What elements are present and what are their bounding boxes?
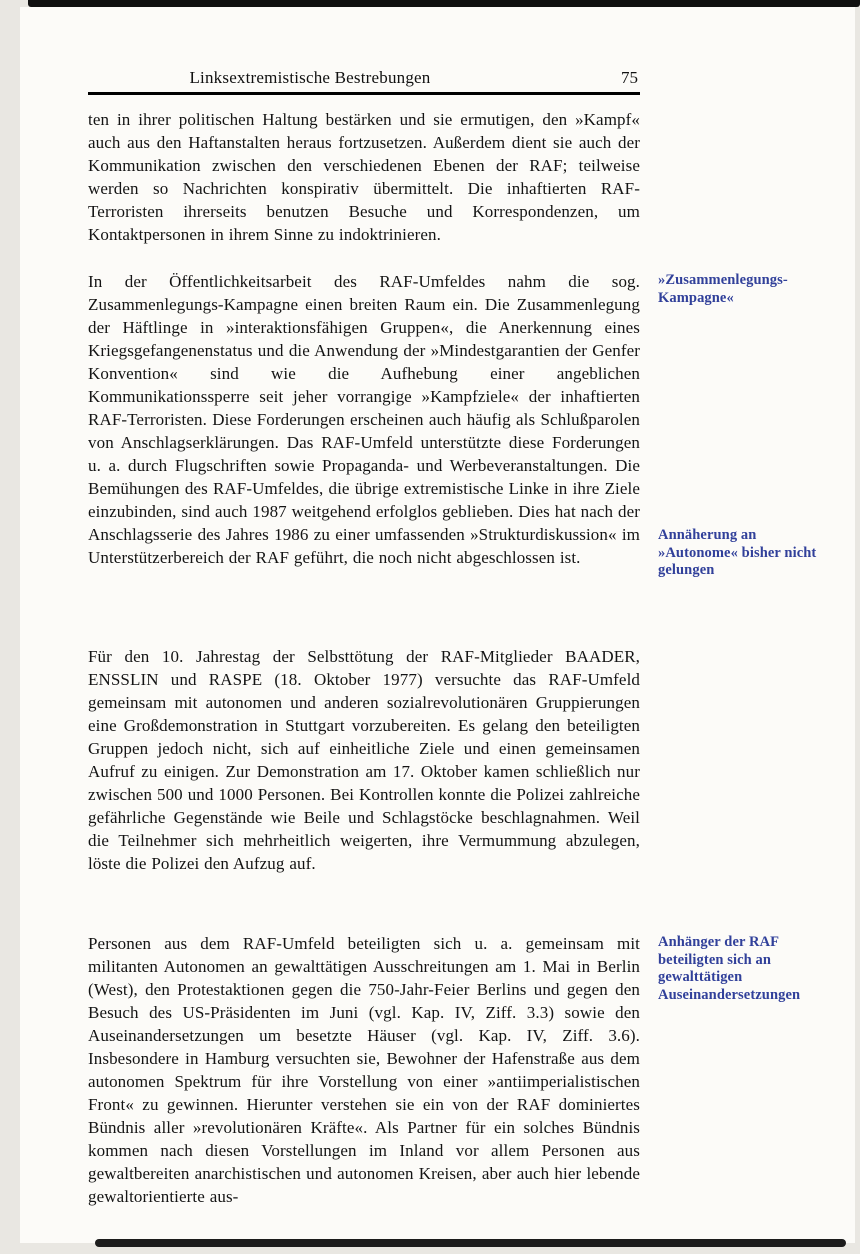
body-paragraph-4: Personen aus dem RAF-Umfeld beteiligten sich u. a. gemeinsam mit militanten Autonomen an gewalttätigen Ausschreitungen am 1. Mai in Berlin (West), den Protestaktionen gegen die 750-Jahr-Feier Berlins und gegen den Besuch des US-Präsidenten im Juni (vgl. Kap. IV, Ziff. 3.3) sowie den Auseinandersetzungen um besetzte Häuser (vgl. Kap. IV, Ziff. 3.6). Insbesondere in Hamburg versuchten sie, Bewohner der Hafenstraße aus dem autonomen Spektrum für ihre Vorstellung von einer »antiimperialistischen Front« zu gewinnen. Hierunter verstehen sie ein von der RAF dominiertes Bündnis aller »revolutionären Kräfte«. Als Partner für ein solches Bündnis kommen nach diesen Vorstellungen im Inland vor allem Personen aus gewaltbereiten anarchistischen und autonomen Kreisen, aber auch hier lebende gewaltorientierte aus- xyxy=(88,934,640,1206)
body-paragraph-2: In der Öffentlichkeitsarbeit des RAF-Umfeldes nahm die sog. Zusammenlegungs-Kampagne einen breiten Raum ein. Die Zusammenlegung der Häftlinge in »interaktionsfähigen Gruppen«, die Anerkennung eines Kriegsgefangenenstatus und die Anwendung der »Mindestgarantien der Genfer Konvention« sind wie die Aufhebung einer angeblichen Kommunikationssperre seit jeher vorrangige »Kampfziele« der inhaftierten RAF-Terroristen. Diese Forderungen erscheinen auch häufig als Schlußparolen von Anschlagserklärungen. Das RAF-Umfeld unterstützte diese Forderungen u. a. durch Flugschriften sowie Propaganda- und Werbeveranstaltungen. Die Bemühungen des RAF-Umfeldes, die übrige extremistische Linke in ihre Ziele einzubinden, sind auch 1987 weitgehend erfolglos geblieben. Dies hat nach der Anschlagsserie des Jahres 1986 zu einer umfassenden »Strukturdiskussion« im Unterstützerbereich der RAF geführt, die noch nicht abgeschlossen ist. xyxy=(88,272,640,567)
page-header-title: Linksextremistische Bestrebungen xyxy=(189,68,431,87)
margin-note-anhaenger-raf: Anhänger der RAF beteiligten sich an gewalttätigen Auseinandersetzungen xyxy=(658,934,801,1003)
scan-top-edge xyxy=(28,0,860,7)
scan-bottom-edge xyxy=(95,1239,846,1247)
page-number: 75 xyxy=(621,68,638,87)
running-header xyxy=(88,68,640,88)
body-paragraph-1: ten in ihrer politischen Haltung bestärken und sie ermutigen, den »Kampf« auch aus den Haftanstalten heraus fortzusetzen. Außerdem dient sie auch der Kommunikation zwischen den verschiedenen Ebenen der RAF; teilweise werden so Nachrichten konspirativ übermittelt. Die inhaftierten RAF-Terroristen ihrerseits benutzen Besuche und Korrespondenzen, um Kontaktpersonen in ihrem Sinne zu indoktrinieren. xyxy=(88,110,640,244)
margin-note-annaeherung-autonome: Annäherung an »Autonome« bisher nicht gelungen xyxy=(658,527,817,578)
header-rule xyxy=(88,92,640,95)
margin-note-zusammenlegungs-kampagne: »Zusammenlegungs-Kampagne« xyxy=(658,272,788,306)
body-paragraph-3: Für den 10. Jahrestag der Selbsttötung der RAF-Mitglieder BAADER, ENSSLIN und RASPE (18. Oktober 1977) versuchte das RAF-Umfeld gemeinsam mit autonomen und anderen sozialrevolutionären Gruppierungen eine Großdemonstration in Stuttgart vorzubereiten. Es gelang den beteiligten Gruppen jedoch nicht, sich auf einheitliche Ziele und einen gemeinsamen Aufruf zu einigen. Zur Demonstration am 17. Oktober kamen schließlich nur zwischen 500 und 1000 Personen. Bei Kontrollen konnte die Polizei zahlreiche gefährliche Gegenstände wie Beile und Schlagstöcke beschlagnahmen. Weil die Teilnehmer sich mehrheitlich weigerten, ihre Vermummung abzulegen, löste die Polizei den Aufzug auf. xyxy=(88,647,640,873)
